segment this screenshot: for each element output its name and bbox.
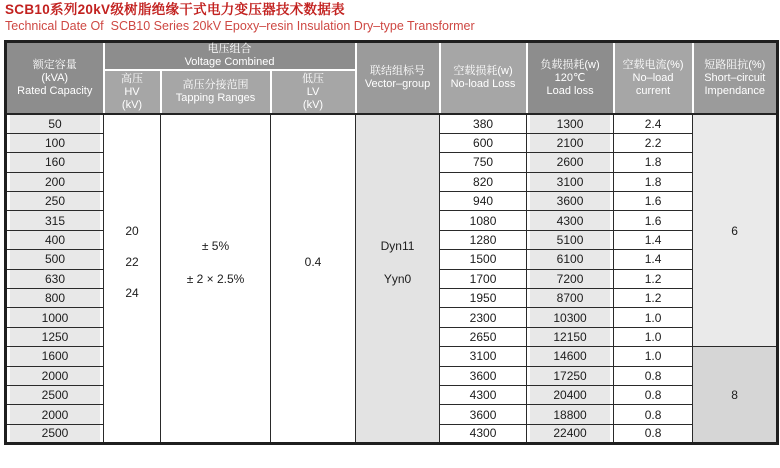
no-load-current-cell: 1.6: [614, 211, 693, 230]
header-lv-en: LV: [306, 85, 320, 98]
no-load-loss-cell: 2650: [440, 327, 527, 346]
lv-cell-stack: [271, 256, 355, 269]
header-no-load-current-en2: current: [635, 84, 671, 97]
no-load-current-cell: 1.2: [614, 289, 693, 308]
rated-capacity-cell: 1250: [6, 327, 104, 346]
hv-cell: [104, 114, 161, 444]
load-loss-cell: 3100: [527, 172, 614, 191]
no-load-loss-cell: 2300: [440, 308, 527, 327]
vector-group-cell-value: Yyn0: [383, 271, 412, 286]
header-voltage-combined-en: Voltage Combined: [184, 56, 275, 68]
rated-capacity-cell: 250: [6, 192, 104, 211]
rated-capacity-cell: 2500: [6, 385, 104, 404]
rated-capacity-cell: 630: [6, 269, 104, 288]
rated-capacity-cell: 1000: [6, 308, 104, 327]
lv-cell: [271, 114, 356, 444]
header-impedance-en1: Short–circuit: [704, 71, 766, 84]
no-load-current-cell: 1.2: [614, 269, 693, 288]
header-hv-en: HV: [124, 85, 140, 98]
header-load-loss-zh: 负载损耗(w): [540, 58, 600, 71]
load-loss-cell: 2600: [527, 153, 614, 172]
hv-cell-value: 22: [125, 255, 139, 270]
impedance-cell: 6: [693, 114, 778, 347]
vector-group-cell-value: Dyn11: [380, 238, 415, 253]
no-load-current-cell: 1.4: [614, 230, 693, 249]
header-no-load-current-en1: No–load: [632, 71, 674, 84]
no-load-loss-cell: 4300: [440, 385, 527, 404]
header-load-loss-en: Load loss: [546, 84, 594, 97]
load-loss-cell: 14600: [527, 347, 614, 366]
vector-group-cell-stack: [356, 240, 439, 286]
header-voltage-combined-zh: 电压组合: [207, 43, 252, 55]
load-loss-cell: 3600: [527, 192, 614, 211]
no-load-loss-cell: 1950: [440, 289, 527, 308]
header-load-loss-temp: 120℃: [554, 71, 586, 84]
rated-capacity-cell: 2500: [6, 424, 104, 443]
load-loss-cell: 8700: [527, 289, 614, 308]
header-tapping-ranges: [161, 70, 271, 114]
no-load-loss-cell: 3600: [440, 366, 527, 385]
header-rated-capacity-zh: 额定容量: [32, 58, 77, 71]
header-lv: [271, 70, 356, 114]
page-title: SCB10系列20kV级树脂绝缘干式电力变压器技术数据表: [5, 2, 345, 17]
header-voltage-combined: [104, 42, 356, 71]
tapping-cell-value: ± 2 × 2.5%: [186, 271, 245, 286]
transformer-data-table: [4, 40, 779, 445]
header-no-load-loss: [440, 42, 527, 115]
no-load-loss-cell: 820: [440, 172, 527, 191]
tapping-cell-value: ± 5%: [201, 238, 230, 253]
header-lv-unit: (kV): [302, 98, 324, 111]
header-impedance-en2: Impendance: [704, 84, 766, 97]
no-load-loss-cell: 3100: [440, 347, 527, 366]
load-loss-cell: 12150: [527, 327, 614, 346]
rated-capacity-cell: 400: [6, 230, 104, 249]
header-tapping-zh: 高压分接范围: [182, 79, 249, 91]
impedance-cell: 8: [693, 347, 778, 444]
no-load-current-cell: 2.2: [614, 133, 693, 152]
header-hv: [104, 70, 161, 114]
header-impedance: [693, 42, 778, 115]
header-rated-capacity-unit: (kVA): [41, 71, 69, 84]
no-load-current-cell: 0.8: [614, 424, 693, 443]
rated-capacity-cell: 315: [6, 211, 104, 230]
header-hv-zh: 高压: [121, 72, 143, 85]
load-loss-cell: 1300: [527, 114, 614, 133]
load-loss-cell: 10300: [527, 308, 614, 327]
header-impedance-zh: 短路阻抗(%): [704, 58, 766, 71]
header-vector-group-zh: 联结组标号: [370, 65, 426, 77]
load-loss-cell: 2100: [527, 133, 614, 152]
rated-capacity-cell: 160: [6, 153, 104, 172]
table-body: [6, 114, 778, 444]
hv-cell-value: 24: [125, 286, 139, 301]
header-lv-zh: 低压: [302, 72, 325, 85]
load-loss-cell: 18800: [527, 405, 614, 424]
no-load-current-cell: 1.0: [614, 347, 693, 366]
page-subtitle: Technical Date Of SCB10 Series 20kV Epoxy–resin Insulation Dry–type Transformer: [5, 19, 475, 33]
hv-cell-value: 20: [125, 224, 139, 239]
header-vector-group: [356, 42, 440, 115]
header-hv-unit: (kV): [121, 98, 143, 111]
no-load-loss-cell: 1500: [440, 250, 527, 269]
rated-capacity-cell: 200: [6, 172, 104, 191]
no-load-loss-cell: 750: [440, 153, 527, 172]
no-load-loss-cell: 380: [440, 114, 527, 133]
no-load-loss-cell: 1700: [440, 269, 527, 288]
rated-capacity-cell: 500: [6, 250, 104, 269]
no-load-current-cell: 1.0: [614, 308, 693, 327]
no-load-current-cell: 1.6: [614, 192, 693, 211]
header-row-top: [6, 42, 778, 71]
header-vector-group-en: Vector–group: [364, 78, 431, 90]
no-load-current-cell: 2.4: [614, 114, 693, 133]
rated-capacity-cell: 100: [6, 133, 104, 152]
no-load-loss-cell: 4300: [440, 424, 527, 443]
rated-capacity-cell: 50: [6, 114, 104, 133]
no-load-current-cell: 1.0: [614, 327, 693, 346]
no-load-loss-cell: 940: [440, 192, 527, 211]
header-no-load-current-zh: 空载电流(%): [622, 58, 684, 71]
header-no-load-current: [614, 42, 693, 115]
rated-capacity-cell: 2000: [6, 366, 104, 385]
rated-capacity-cell: 1600: [6, 347, 104, 366]
header-load-loss: [527, 42, 614, 115]
lv-cell-value: 0.4: [304, 255, 322, 270]
load-loss-cell: 7200: [527, 269, 614, 288]
no-load-current-cell: 1.8: [614, 172, 693, 191]
no-load-current-cell: 0.8: [614, 385, 693, 404]
load-loss-cell: 4300: [527, 211, 614, 230]
header-tapping-en: Tapping Ranges: [175, 92, 256, 104]
load-loss-cell: 22400: [527, 424, 614, 443]
no-load-loss-cell: 3600: [440, 405, 527, 424]
header-rated-capacity: [6, 42, 104, 115]
no-load-current-cell: 0.8: [614, 405, 693, 424]
no-load-current-cell: 0.8: [614, 366, 693, 385]
no-load-loss-cell: 600: [440, 133, 527, 152]
load-loss-cell: 5100: [527, 230, 614, 249]
vector-group-cell: [356, 114, 440, 444]
no-load-current-cell: 1.8: [614, 153, 693, 172]
load-loss-cell: 6100: [527, 250, 614, 269]
table-row: [6, 114, 778, 133]
no-load-current-cell: 1.4: [614, 250, 693, 269]
no-load-loss-cell: 1280: [440, 230, 527, 249]
tapping-cell-stack: [161, 240, 270, 286]
rated-capacity-cell: 2000: [6, 405, 104, 424]
no-load-loss-cell: 1080: [440, 211, 527, 230]
load-loss-cell: 17250: [527, 366, 614, 385]
hv-cell-stack: [104, 225, 160, 300]
header-no-load-loss-en: No-load Loss: [450, 78, 516, 90]
tapping-cell: [161, 114, 271, 444]
header-rated-capacity-en: Rated Capacity: [17, 84, 93, 97]
load-loss-cell: 20400: [527, 385, 614, 404]
rated-capacity-cell: 800: [6, 289, 104, 308]
header-no-load-loss-zh: 空载损耗(w): [453, 65, 513, 77]
